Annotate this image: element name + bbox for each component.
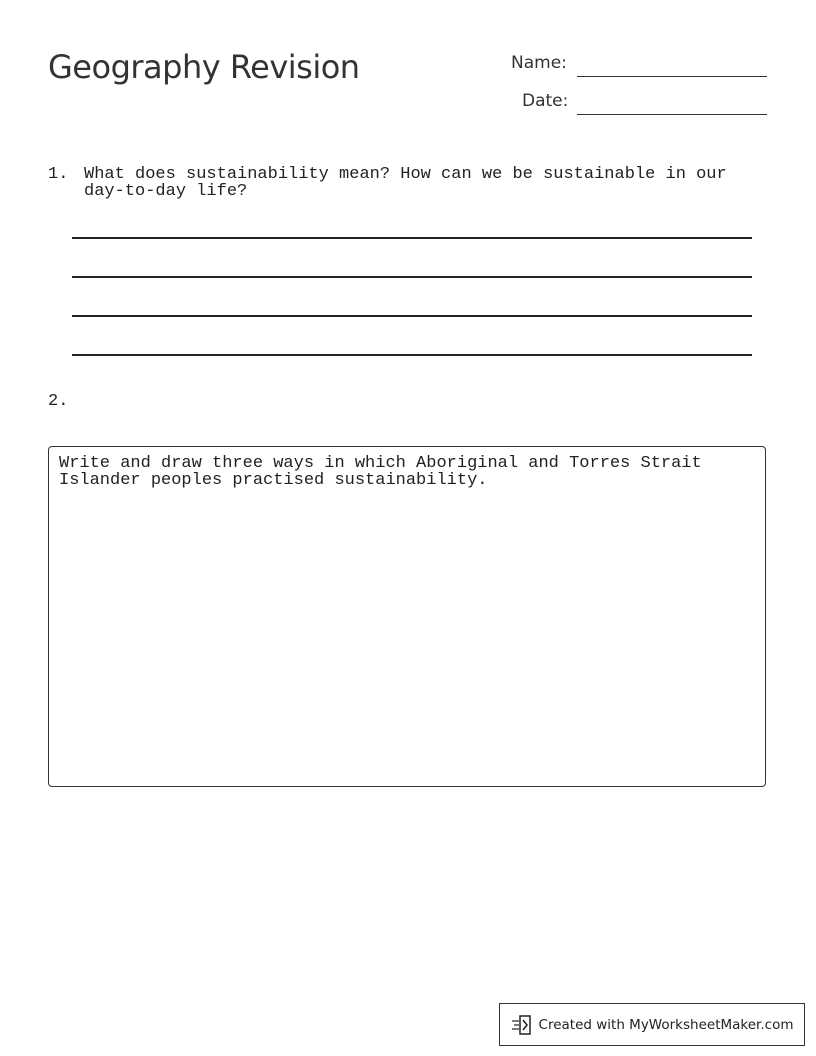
page-title: Geography Revision — [48, 48, 360, 86]
question-1-number: 1. — [48, 165, 69, 184]
name-label: Name: — [511, 53, 567, 73]
question-2-answer-box[interactable] — [48, 446, 766, 787]
question-1-text: What does sustainability mean? How can we be sustainable in our day-to-day life? — [84, 165, 727, 201]
question-2-number: 2. — [48, 392, 69, 411]
question-2-text: Write and draw three ways in which Aboriginal and Torres Strait Islander peoples practised sustainability. — [59, 454, 702, 490]
answer-line-1[interactable] — [72, 237, 752, 239]
name-field-line[interactable] — [577, 76, 767, 77]
footer-badge — [499, 1003, 805, 1046]
footer-text: Created with MyWorksheetMaker.com — [538, 1016, 794, 1033]
date-field-line[interactable] — [577, 114, 767, 115]
answer-line-4[interactable] — [72, 354, 752, 356]
answer-line-2[interactable] — [72, 276, 752, 278]
worksheet-maker-logo-icon — [511, 1014, 533, 1036]
date-label: Date: — [522, 91, 569, 111]
answer-line-3[interactable] — [72, 315, 752, 317]
